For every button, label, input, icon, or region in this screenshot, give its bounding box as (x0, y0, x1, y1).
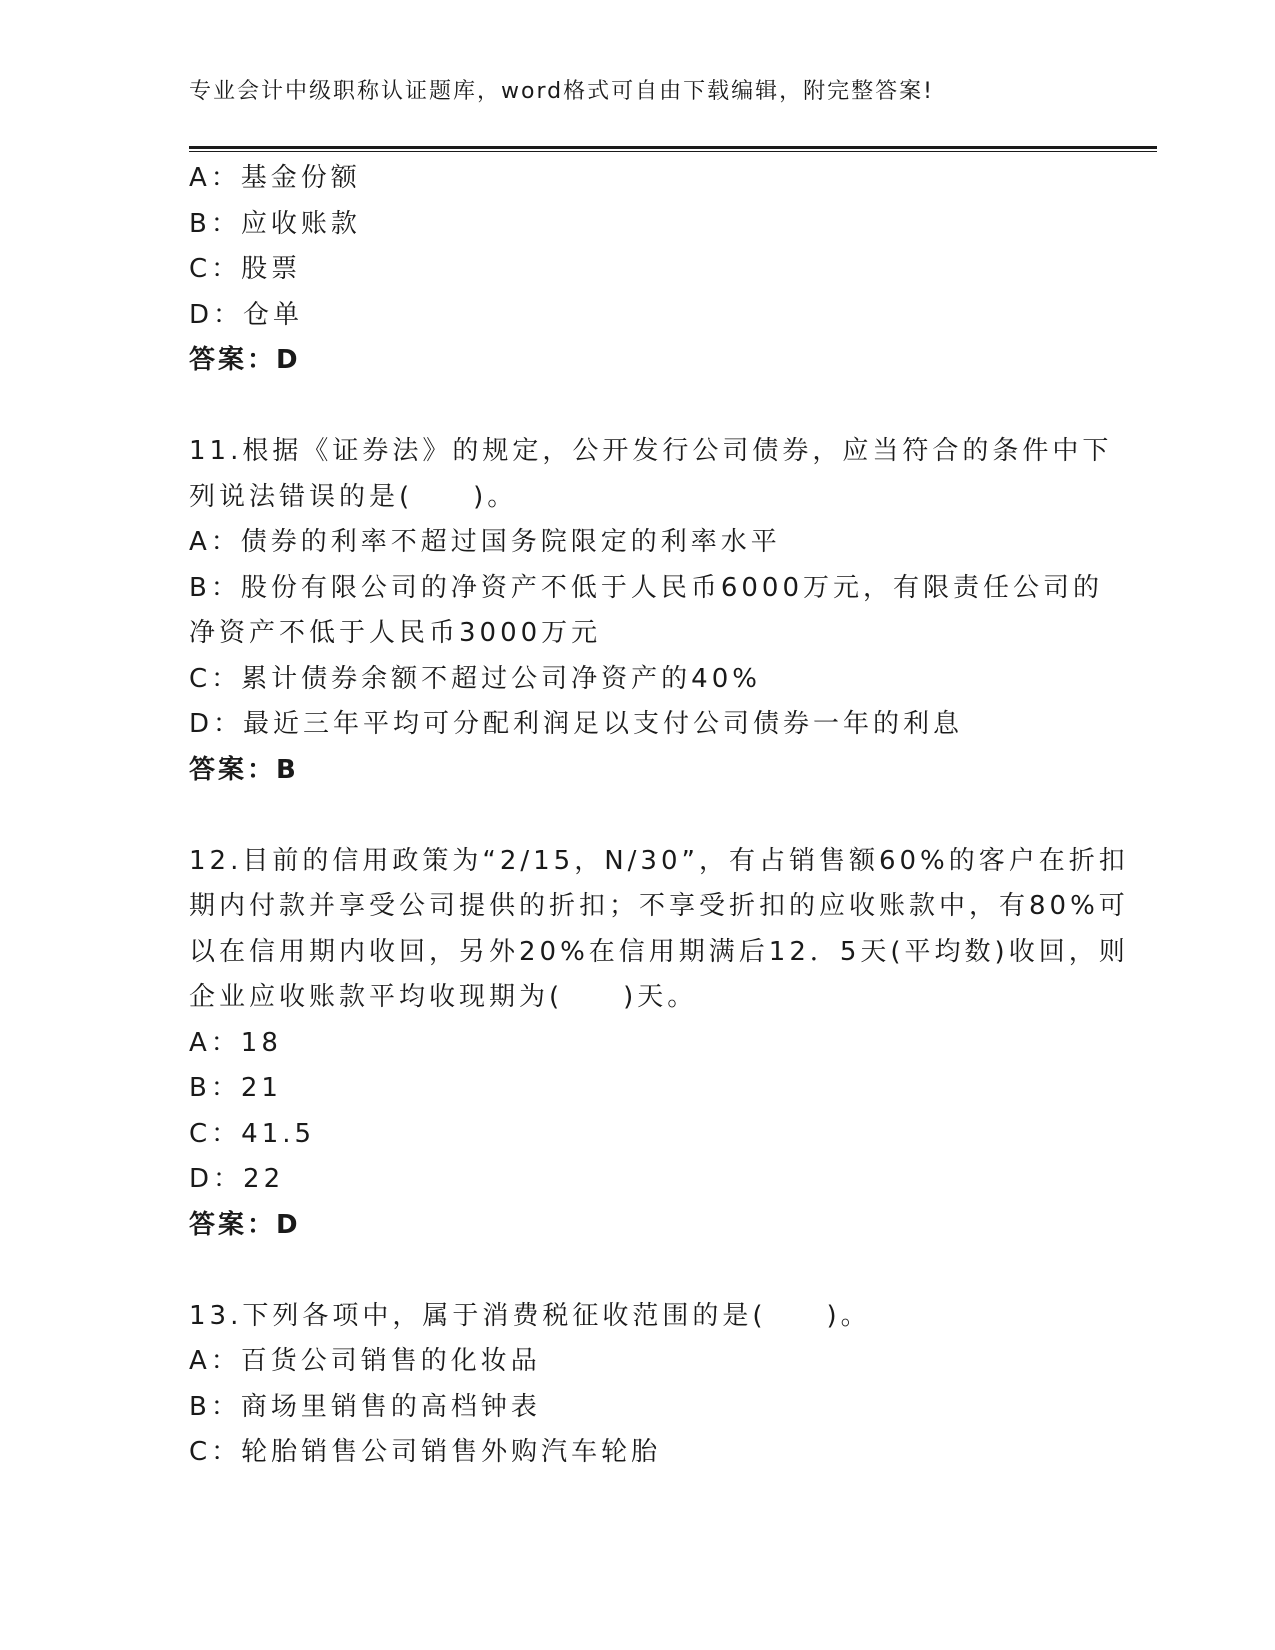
option-b: B：21 (189, 1073, 282, 1103)
question-11 (189, 429, 1113, 793)
answer: 答案：D (189, 345, 301, 375)
option-c: C：轮胎销售公司销售外购汽车轮胎 (189, 1437, 662, 1467)
option-c: C：累计债券余额不超过公司净资产的40% (189, 663, 761, 694)
document-body (189, 156, 1129, 1476)
question-stem: 列说法错误的是( )。 (189, 481, 518, 512)
question-stem: 11.根据《证券法》的规定，公开发行公司债券，应当符合的条件中下 (189, 436, 1113, 466)
answer: 答案：B (189, 754, 299, 785)
option-b: B：股份有限公司的净资产不低于人民币6000万元，有限责任公司的 (189, 572, 1104, 603)
header-divider (189, 146, 1157, 152)
option-a: A：18 (189, 1027, 282, 1058)
page-header: 专业会计中级职称认证题库，word格式可自由下载编辑，附完整答案! (189, 79, 934, 104)
spacer (189, 384, 1089, 430)
option-b-continued: 净资产不低于人民币3000万元 (189, 618, 602, 648)
question-stem: 期内付款并享受公司提供的折扣；不享受折扣的应收账款中，有80%可 (189, 891, 1129, 921)
option-a: A：基金份额 (189, 163, 361, 193)
spacer (189, 793, 1089, 839)
header-divider-thick (189, 146, 1157, 149)
option-a: A：债券的利率不超过国务院限定的利率水平 (189, 527, 781, 557)
option-d: D：最近三年平均可分配利润足以支付公司债券一年的利息 (189, 709, 964, 739)
option-c: C：41.5 (189, 1118, 316, 1149)
option-c: C：股票 (189, 254, 302, 284)
question-stem: 13.下列各项中，属于消费税征收范围的是( )。 (189, 1300, 871, 1331)
question-stem: 12.目前的信用政策为“2/15，N/30”，有占销售额60%的客户在折扣 (189, 845, 1129, 876)
question-10-continued (189, 156, 1089, 384)
question-13 (189, 1294, 1089, 1476)
option-d: D：22 (189, 1164, 285, 1194)
option-b: B：商场里销售的高档钟表 (189, 1391, 541, 1422)
option-d: D：仓单 (189, 299, 304, 330)
question-12 (189, 839, 1129, 1249)
option-a: A：百货公司销售的化妆品 (189, 1346, 541, 1376)
spacer (189, 1248, 1089, 1294)
option-b: B：应收账款 (189, 208, 361, 239)
header-divider-thin (189, 151, 1157, 152)
answer: 答案：D (189, 1209, 301, 1240)
question-stem: 以在信用期内收回，另外20%在信用期满后12．5天(平均数)收回，则 (189, 936, 1129, 967)
question-stem: 企业应收账款平均收现期为( )天。 (189, 982, 698, 1012)
